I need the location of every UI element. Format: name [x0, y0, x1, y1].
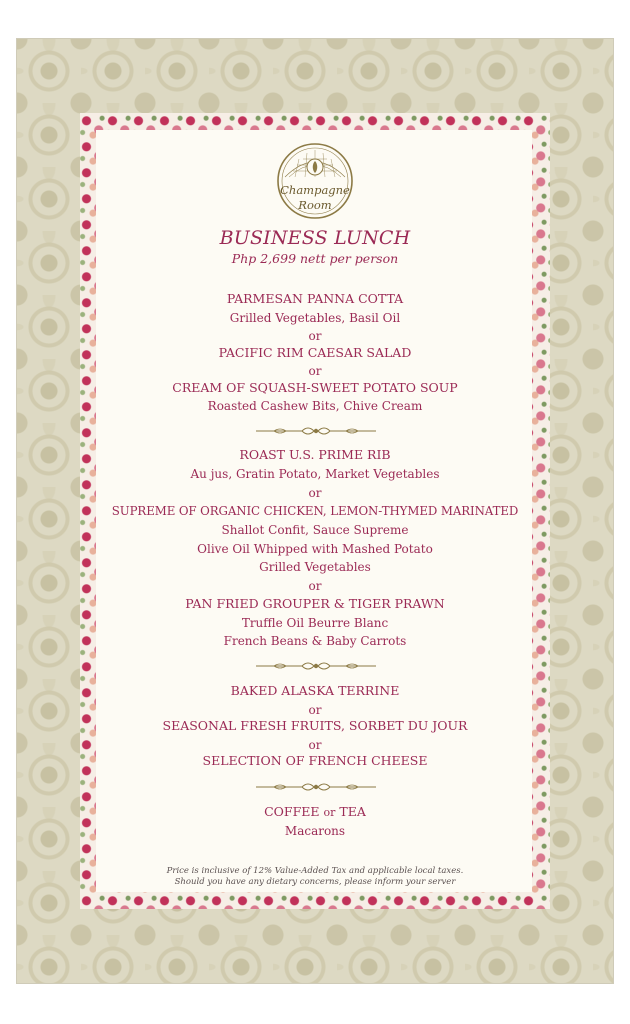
- main-item-3-desc-2: French Beans & Baby Carrots: [223, 634, 407, 648]
- starter-item-3-desc: Roasted Cashew Bits, Chive Cream: [207, 399, 423, 413]
- coffee-tea-line: [0, 803, 630, 822]
- main-item-3-desc-1: Truffle Oil Beurre Blanc: [241, 616, 389, 630]
- or-separator: or: [308, 486, 322, 500]
- or-separator: or: [308, 364, 322, 378]
- logo-text-room: Room: [298, 198, 332, 212]
- starter-item-1: PARMESAN PANNA COTTA: [226, 291, 404, 306]
- main-item-2: SUPREME OF ORGANIC CHICKEN, LEMON-THYMED MARINATED: [111, 504, 519, 518]
- main-item-2-desc-1: Shallot Confit, Sauce Supreme: [221, 523, 409, 537]
- or-separator: or: [308, 738, 322, 752]
- or-separator: or: [308, 579, 322, 593]
- main-item-2-desc-2: Olive Oil Whipped with Mashed Potato: [197, 542, 433, 556]
- menu-price: Php 2,699 nett per person: [231, 251, 399, 266]
- champagne-room-logo: [275, 141, 355, 225]
- coffee-or-label: or: [323, 806, 336, 819]
- divider-flourish: [254, 424, 378, 438]
- or-separator: or: [308, 703, 322, 717]
- divider-flourish: [254, 780, 378, 794]
- dessert-item-1: BAKED ALASKA TERRINE: [230, 683, 400, 698]
- logo-text-champagne: Champagne: [280, 183, 350, 197]
- main-item-2-desc-3: Grilled Vegetables: [259, 560, 371, 574]
- main-item-1: ROAST U.S. PRIME RIB: [239, 447, 391, 462]
- coffee-label: COFFEE: [264, 804, 320, 819]
- starter-item-1-desc: Grilled Vegetables, Basil Oil: [229, 311, 401, 325]
- footer-tax-note: Price is inclusive of 12% Value-Added Tax and applicable local taxes.: [166, 866, 464, 876]
- main-item-3: PAN FRIED GROUPER & TIGER PRAWN: [185, 596, 445, 611]
- menu-title: BUSINESS LUNCH: [219, 227, 411, 249]
- tea-label: TEA: [339, 804, 366, 819]
- coffee-desc: Macarons: [284, 824, 346, 838]
- or-separator: or: [308, 329, 322, 343]
- starter-item-3: CREAM OF SQUASH-SWEET POTATO SOUP: [172, 380, 458, 395]
- starter-item-2: PACIFIC RIM CAESAR SALAD: [218, 345, 412, 360]
- divider-flourish: [254, 659, 378, 673]
- dessert-item-3: SELECTION OF FRENCH CHEESE: [202, 753, 428, 768]
- footer-dietary-note: Should you have any dietary concerns, please inform your server: [174, 877, 456, 887]
- main-item-1-desc: Au jus, Gratin Potato, Market Vegetables: [190, 467, 440, 481]
- dessert-item-2: SEASONAL FRESH FRUITS, SORBET DU JOUR: [162, 718, 468, 733]
